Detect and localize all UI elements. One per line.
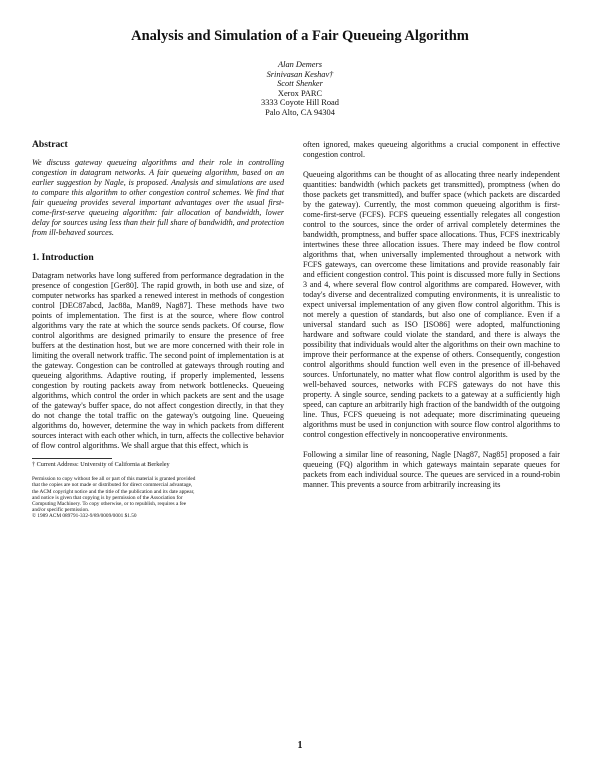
affiliation-line: Xerox PARC xyxy=(277,88,323,98)
permission-notice xyxy=(32,476,284,519)
copyright-line: © 1989 ACM 089791-332-9/89/0009/0001 $1.50 xyxy=(32,513,137,520)
author-name: Alan Demers xyxy=(278,60,322,69)
body-paragraph: Queueing algorithms can be thought of as allocating three nearly independent quantities: bandwidth (which packets get transmitted), promptness (when do those packets get transmitted), and buffer space (which packets are discarded by the gateway). Currently, the most common queueing algorithm is first-come-first-serve (FCFS). FCFS queueing essentially relegates all congestion control to the sources, since the order of arrival completely determines the bandwidth, promptness, and buffer space allocations. Thus, FCFS inextricably intertwines these three allocation issues. There may indeed be flow control algorithms that, when universally implemented throughout a network with FCFS gateways, can overcome these limitations and provide reasonably fair and efficient congestion control. This point is discussed more fully in Sections 3 and 4, where several flow control algorithms are compared. However, with today's diverse and decentralized computing environments, it is unrealistic to expect universal implementation of any given flow control algorithm. This is not merely a question of standards, but also one of compliance. Even if a universal standard such as ISO [ISO86] were adopted, malfunctioning hardware and software could violate the standard, and there is always the possibility that individuals would alter the algorithms on their own machine to improve their performance at the expense of others. Consequently, congestion control algorithms should function well even in the presence of ill-behaved sources. Unfortunately, no matter what flow control algorithm is used by the well-behaved sources, networks with FCFS gateways do not have this property. A single source, sending packets to a gateway at a sufficiently high speed, can capture an arbitrarily high fraction of the bandwidth of the outgoing line. Thus, FCFS queueing is not adequate; more discriminating queueing algorithms must be used in conjunction with source flow control algorithms to control congestion effectively in noncooperative environments. xyxy=(303,170,560,439)
permission-line: and notice is given that copying is by permission of the Association for xyxy=(32,494,183,501)
author-name: Srinivasan Keshav† xyxy=(266,69,334,79)
permission-line: that the copies are not made or distributed for direct commercial advantage, xyxy=(32,482,193,489)
abstract-text: We discuss gateway queueing algorithms and their role in controlling congestion in datagram networks. A fair queueing algorithm, based on an earlier suggestion by Nagle, is proposed. Analysis and simulations are used to compare this algorithm to other congestion control schemes. We find that fair queueing provides several important advantages over the usual first-come-first-serve queueing algorithm: fair allocation of bandwidth, lower delay for sources using less than their full share of bandwidth, and protection from ill-behaved sources. xyxy=(32,158,284,237)
permission-line: the ACM copyright notice and the title of the publication and its date appear, xyxy=(32,488,195,495)
left-column xyxy=(32,140,284,520)
author-block xyxy=(0,60,600,118)
right-column xyxy=(303,140,560,500)
introduction-text: Datagram networks have long suffered from performance degradation in the presence of congestion [Ger80]. The rapid growth, in both use and size, of computer networks has sparked a renewed interest in methods of congestion control [DEC87abcd, Jac88a, Man89, Nag87]. These methods have two points of implementation. The first is at the source, where flow control algorithms vary the rate at which the source sends packets. Of course, flow control algorithms are designed primarily to ensure the presence of free buffers at the destination host, but we are more concerned with their role in limiting the overall network traffic. The second point of implementation is at the gateway. Congestion can be controlled at gateways through routing and queueing algorithms. Adaptive routing, if properly implemented, lessens congestion by routing packets away from network bottlenecks. Queueing algorithms, which control the order in which packets are sent and the usage of the gateway's buffer space, do not affect congestion directly, in that they do not change the total traffic on the gateway's outgoing line. Queueing algorithms do, however, determine the way in which packets from different sources interact with each other which, in turn, affects the collective behavior of flow control algorithms. We shall argue that this effect, which is xyxy=(32,271,284,450)
permission-line: Permission to copy without fee all or part of this material is granted provided xyxy=(32,476,196,483)
affiliation-line: Palo Alto, CA 94304 xyxy=(265,107,335,117)
footnote-rule xyxy=(32,458,112,459)
footnote: † Current Address: University of California at Berkeley xyxy=(32,461,170,468)
body-paragraph: often ignored, makes queueing algorithms a crucial component in effective congestion control. xyxy=(303,140,560,159)
author-name: Scott Shenker xyxy=(277,79,323,89)
permission-line: Computing Machinery. To copy otherwise, or to republish, requires a fee xyxy=(32,501,187,508)
abstract-heading: Abstract xyxy=(32,139,68,150)
paper-title: Analysis and Simulation of a Fair Queueing Algorithm xyxy=(131,28,469,44)
permission-line: and/or specific permission. xyxy=(32,507,90,514)
introduction-heading: 1. Introduction xyxy=(32,252,94,263)
affiliation-line: 3333 Coyote Hill Road xyxy=(261,98,339,108)
page-number: 1 xyxy=(297,740,303,751)
body-paragraph: Following a similar line of reasoning, Nagle [Nag87, Nag85] proposed a fair queueing (FQ) algorithm in which gateways maintain separate queues for packets from each individual source. The queues are serviced in a round-robin manner. This prevents a source from arbitrarily increasing its xyxy=(303,450,560,489)
